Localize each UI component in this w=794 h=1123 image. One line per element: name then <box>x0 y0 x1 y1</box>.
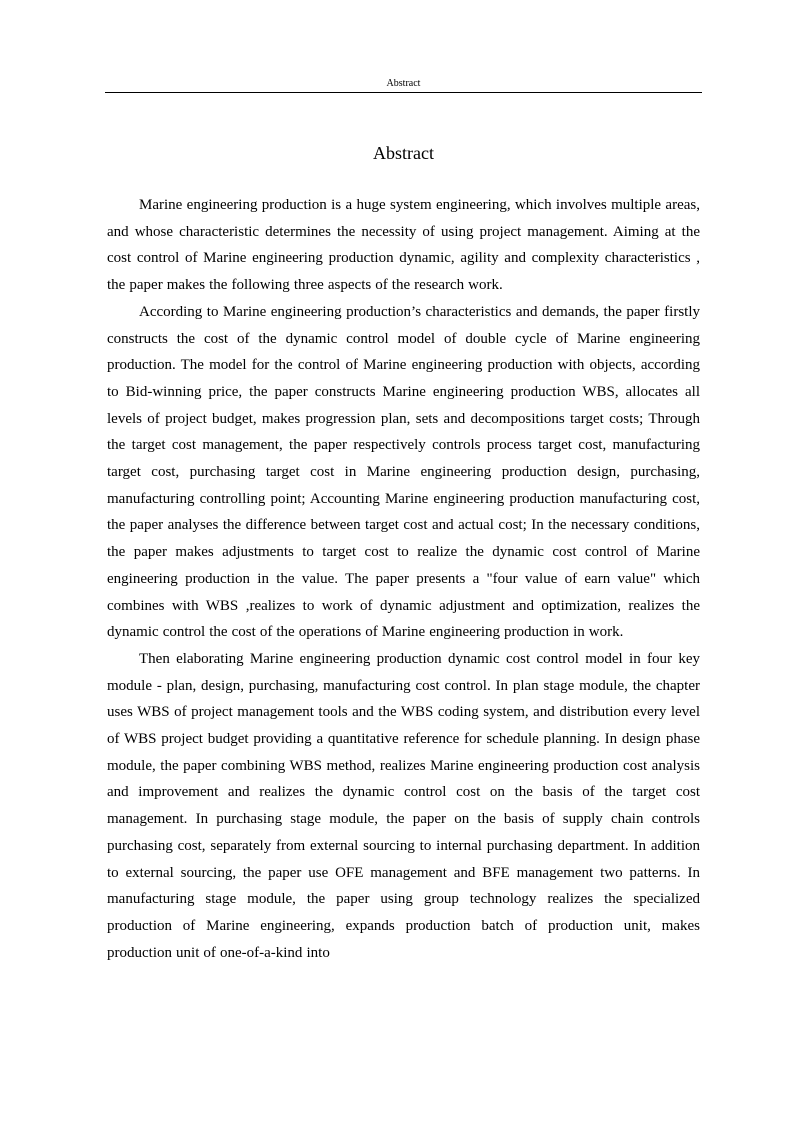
page-title: Abstract <box>373 143 434 163</box>
abstract-body <box>107 192 700 966</box>
header-rule <box>105 92 702 93</box>
paragraph-2: According to Marine engineering production’s characteristics and demands, the paper firstly constructs the cost of the dynamic control model of double cycle of Marine engineering production. The model for the control of Marine engineering production with objects, according to Bid-winning price, the paper constructs Marine engineering production WBS, allocates all levels of project budget, makes progression plan, sets and decompositions target costs; Through the target cost management, the paper respectively controls process target cost, manufacturing target cost, purchasing target cost in Marine engineering production design, purchasing, manufacturing controlling point; Accounting Marine engineering production manufacturing cost, the paper analyses the difference between target cost and actual cost; In the necessary conditions, the paper makes adjustments to target cost to realize the dynamic cost control of Marine engineering production in the value. The paper presents a "four value of earn value" which combines with WBS ,realizes to work of dynamic adjustment and optimization, realizes the dynamic control the cost of the operations of Marine engineering production in work. <box>107 303 700 641</box>
running-header: Abstract <box>386 78 421 89</box>
paragraph-3: Then elaborating Marine engineering production dynamic cost control model in four key module - plan, design, purchasing, manufacturing cost control. In plan stage module, the chapter uses WBS of project management tools and the WBS coding system, and distribution every level of WBS project budget providing a quantitative reference for schedule planning. In design phase module, the paper combining WBS method, realizes Marine engineering production cost analysis and improvement and realizes the dynamic control cost on the basis of the target cost management. In purchasing stage module, the paper on the basis of supply chain controls purchasing cost, separately from external sourcing to internal purchasing department. In addition to external sourcing, the paper use OFE management and BFE management two patterns. In manufacturing stage module, the paper using group technology realizes the specialized production of Marine engineering, expands production batch of production unit, makes production unit of one-of-a-kind into <box>107 650 700 961</box>
paragraph-1: Marine engineering production is a huge system engineering, which involves multiple areas, and whose characteristic determines the necessity of using project management. Aiming at the cost control of Marine engineering production dynamic, agility and complexity characteristics , the paper makes the following three aspects of the research work. <box>107 197 700 294</box>
